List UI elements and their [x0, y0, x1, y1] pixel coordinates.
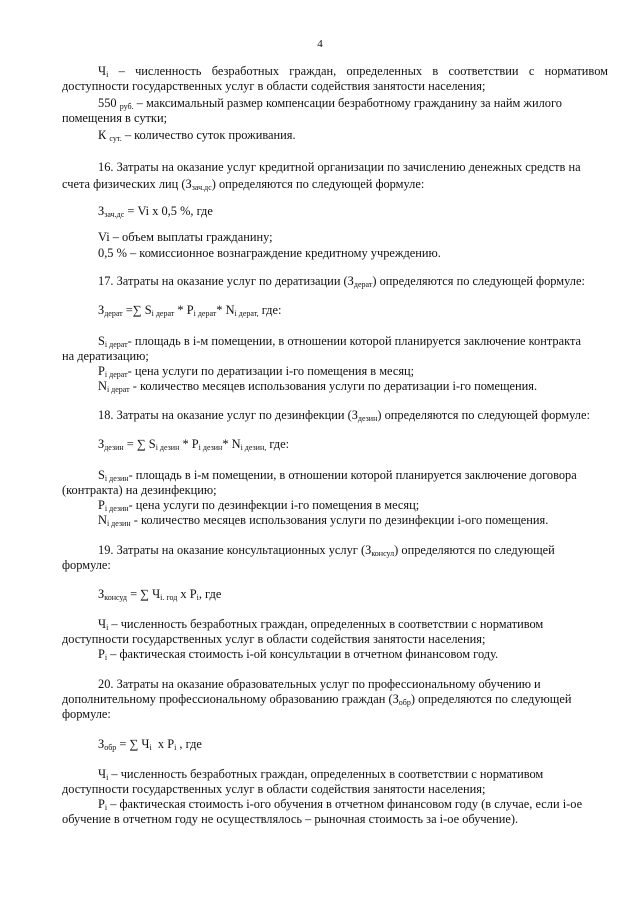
text-line: дополнительному профессиональному образованию граждан $(З_{обр})$ определяются по следующей — [62, 692, 572, 707]
text-line: $P_{i дерат}-$ цена услуги по дератизации i-го помещения в месяц; — [98, 364, 415, 379]
text-line: $P_i$ – фактическая стоимость i-ого обучения в отчетном финансовом году (в случае, если i-ое — [98, 797, 583, 812]
text-line: Vi – объем выплаты гражданину; — [98, 230, 273, 244]
text-line: (контракта) на дезинфекцию; — [62, 483, 217, 497]
text-line: $S_{i дерат}-$ площадь в i-м помещении, в отношении которой планируется заключение контракта — [98, 334, 582, 349]
text-line: $N_{i дерат}$ - количество месяцев использования услуги по дератизации i-го помещения. — [98, 379, 538, 394]
page-number: 4 — [317, 38, 323, 50]
text-line: $P_{i дезин}-$ цена услуги по дезинфекции i-го помещения в месяц; — [98, 498, 420, 513]
text-line: формуле: — [62, 558, 111, 572]
text-line: 20. Затраты на оказание образовательных услуг по профессиональному обучению и — [98, 677, 541, 691]
text-line: $З_{дерат}$ =∑ $S_{i дерат} * P_{i дерат}*$ $N_{i дерат,}$ где: — [98, 303, 282, 318]
text-line: 0,5 % – комиссионное вознаграждение кредитному учреждению. — [98, 246, 441, 260]
text-line: счета физических лиц $(З_{зач.дс})$ определяются по следующей формуле: — [62, 177, 425, 192]
text-line: $P_i$ – фактическая стоимость i-ой консультации в отчетном финансовом году. — [98, 647, 499, 662]
text-line: $Ч_i$ – численность безработных граждан, определенных в соответствии с нормативом — [98, 617, 544, 632]
text-line: К $_{сут.}$ – количество суток проживания. — [98, 128, 296, 143]
text-line: доступности государственных услуг в области содействия занятости населения; — [62, 632, 486, 646]
text-line: $З_{дезин}$ = ∑ $S_{i дезин} * P_{i дезин}*$ $N_{i дезин,}$ где: — [98, 437, 290, 452]
text-line: 19. Затраты на оказание консультационных услуг $(З_{консул})$ определяются по следующей — [98, 543, 555, 558]
text-line: $З_{зач.дс} = Vi$ x 0,5 %, где — [98, 204, 213, 219]
text-line: $N_{i дезин}$ - количество месяцев использования услуги по дезинфекции i-ого помещения. — [98, 513, 549, 528]
text-line: доступности государственных услуг в области содействия занятости населения; — [62, 782, 486, 796]
text-line: $Ч_i$ – численность безработных граждан, определенных в соответствии с нормативом — [98, 767, 544, 782]
text-line: $Ч_i$ – численность безработных граждан, определенных в соответствии с нормативом — [98, 64, 608, 79]
text-line: на дератизацию; — [62, 349, 149, 363]
text-line: 18. Затраты на оказание услуг по дезинфекции $(З_{дезин})$ определяются по следующей формуле: — [98, 408, 590, 423]
text-line: 16. Затраты на оказание услуг кредитной организации по зачислению денежных средств на — [98, 160, 581, 174]
text-line: помещения в сутки; — [62, 111, 168, 125]
text-line: доступности государственных услуг в области содействия занятости населения; — [62, 79, 486, 93]
text-line: $З_{консуд}$ = ∑ $Ч_{i. год}$ x $P_i$, где — [98, 587, 222, 602]
text-line: формуле: — [62, 707, 111, 721]
text-line: обучение в отчетном году не осуществлялось – рыночная стоимость за i-ое обучение). — [62, 812, 519, 826]
text-line: $S_{i дезин}-$ площадь в i-м помещении, в отношении которой планируется заключение договора — [98, 468, 577, 483]
text-line: 17. Затраты на оказание услуг по дератизации $(З_{дерат})$ определяются по следующей формуле: — [98, 274, 585, 289]
text-line: 550 $_{руб.}$ – максимальный размер компенсации безработному гражданину за найм жилого — [98, 96, 562, 111]
text-line: $З_{обр}$ = ∑ $Ч_i$ x $P_i$ , где — [98, 737, 202, 752]
